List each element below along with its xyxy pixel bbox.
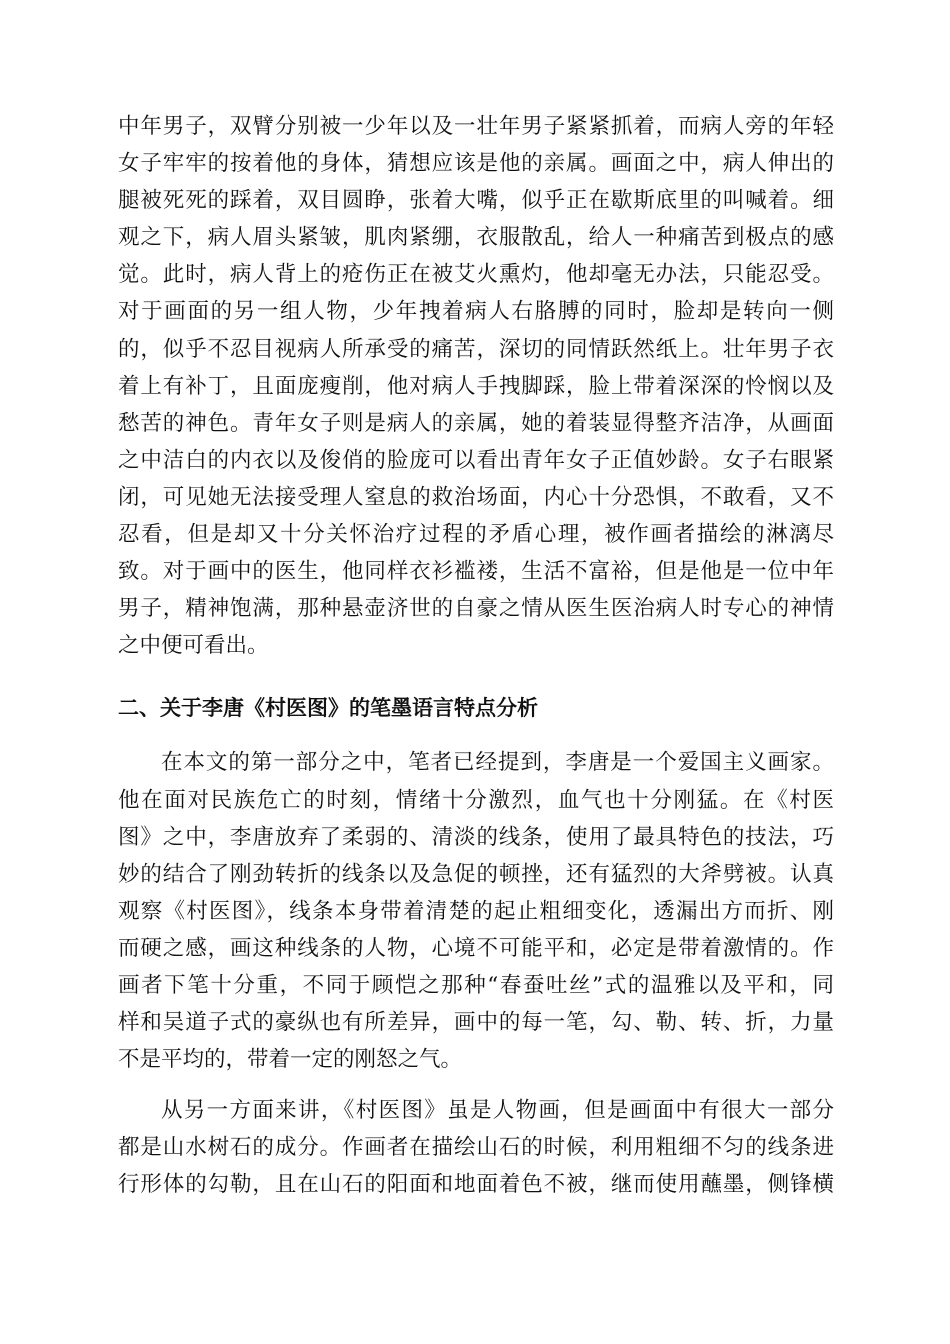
- text-line: 不是平均的，带着一定的刚怒之气。: [118, 1047, 463, 1073]
- text-line: 觉。此时，病人背上的疮伤正在被艾火熏灼，他却毫无办法，只能忍受。: [118, 262, 834, 288]
- text-line: 而硬之感，画这种线条的人物，心境不可能平和，必定是带着激情的。作: [118, 935, 834, 961]
- text-line: 对于画面的另一组人物，少年拽着病人右胳膊的同时，脸却是转向一侧: [118, 299, 834, 325]
- text-line: 着上有补丁，且面庞瘦削，他对病人手拽脚踩，脸上带着深深的怜悯以及: [118, 373, 834, 399]
- text-line: 观察《村医图》，线条本身带着清楚的起止粗细变化，透漏出方而折、刚: [118, 898, 834, 924]
- text-line: 观之下，病人眉头紧皱，肌肉紧绷，衣服散乱，给人一种痛苦到极点的感: [118, 225, 834, 251]
- text-line: 女子牢牢的按着他的身体，猜想应该是他的亲属。画面之中，病人伸出的: [118, 151, 834, 177]
- text-line: 样和吴道子式的豪纵也有所差异，画中的每一笔，勾、勒、转、折，力量: [118, 1010, 834, 1036]
- text-line: 图》之中，李唐放弃了柔弱的、清淡的线条，使用了最具特色的技法，巧: [118, 824, 834, 850]
- paragraph-landscape-elements: [118, 1092, 834, 1203]
- paragraph-brush-language: [118, 744, 834, 1078]
- text-line: 闭，可见她无法接受理人窒息的救治场面，内心十分恐惧，不敢看，又不: [118, 484, 834, 510]
- text-line: 从另一方面来讲，《村医图》虽是人物画，但是画面中有很大一部分: [161, 1098, 834, 1124]
- text-line: 愁苦的神色。青年女子则是病人的亲属，她的着装显得整齐洁净，从画面: [118, 410, 834, 436]
- text-line: 都是山水树石的成分。作画者在描绘山石的时候，利用粗细不匀的线条进: [118, 1135, 834, 1161]
- text-line: 在本文的第一部分之中，笔者已经提到，李唐是一个爱国主义画家。: [161, 750, 834, 776]
- text-line: 男子，精神饱满，那种悬壶济世的自豪之情从医生医治病人时专心的神情: [118, 596, 834, 622]
- section-heading: 二、关于李唐《村医图》的笔墨语言特点分析: [118, 696, 538, 721]
- paragraph-village-doctor-figures: [118, 108, 834, 664]
- text-line: 画者下笔十分重，不同于顾恺之那种“春蚕吐丝”式的温雅以及平和，同: [118, 972, 834, 998]
- text-line: 行形体的勾勒，且在山石的阳面和地面着色不被，继而使用蘸墨，侧锋横: [118, 1172, 834, 1198]
- document-body: [118, 108, 834, 1204]
- text-line: 致。对于画中的医生，他同样衣衫褴褛，生活不富裕，但是他是一位中年: [118, 559, 834, 585]
- text-line: 之中便可看出。: [118, 633, 269, 659]
- text-line: 忍看，但是却又十分关怀治疗过程的矛盾心理，被作画者描绘的淋漓尽: [118, 522, 834, 548]
- text-line: 之中洁白的内衣以及俊俏的脸庞可以看出青年女子正值妙龄。女子右眼紧: [118, 447, 834, 473]
- text-line: 腿被死死的踩着，双目圆睁，张着大嘴，似乎正在歇斯底里的叫喊着。细: [118, 188, 834, 214]
- text-line: 中年男子，双臂分别被一少年以及一壮年男子紧紧抓着，而病人旁的年轻: [118, 114, 834, 139]
- text-line: 的，似乎不忍目视病人所承受的痛苦，深切的同情跃然纸上。壮年男子衣: [118, 336, 834, 362]
- text-line: 妙的结合了刚劲转折的线条以及急促的顿挫，还有猛烈的大斧劈被。认真: [118, 861, 834, 887]
- text-line: 他在面对民族危亡的时刻，情绪十分激烈，血气也十分刚猛。在《村医: [118, 787, 834, 813]
